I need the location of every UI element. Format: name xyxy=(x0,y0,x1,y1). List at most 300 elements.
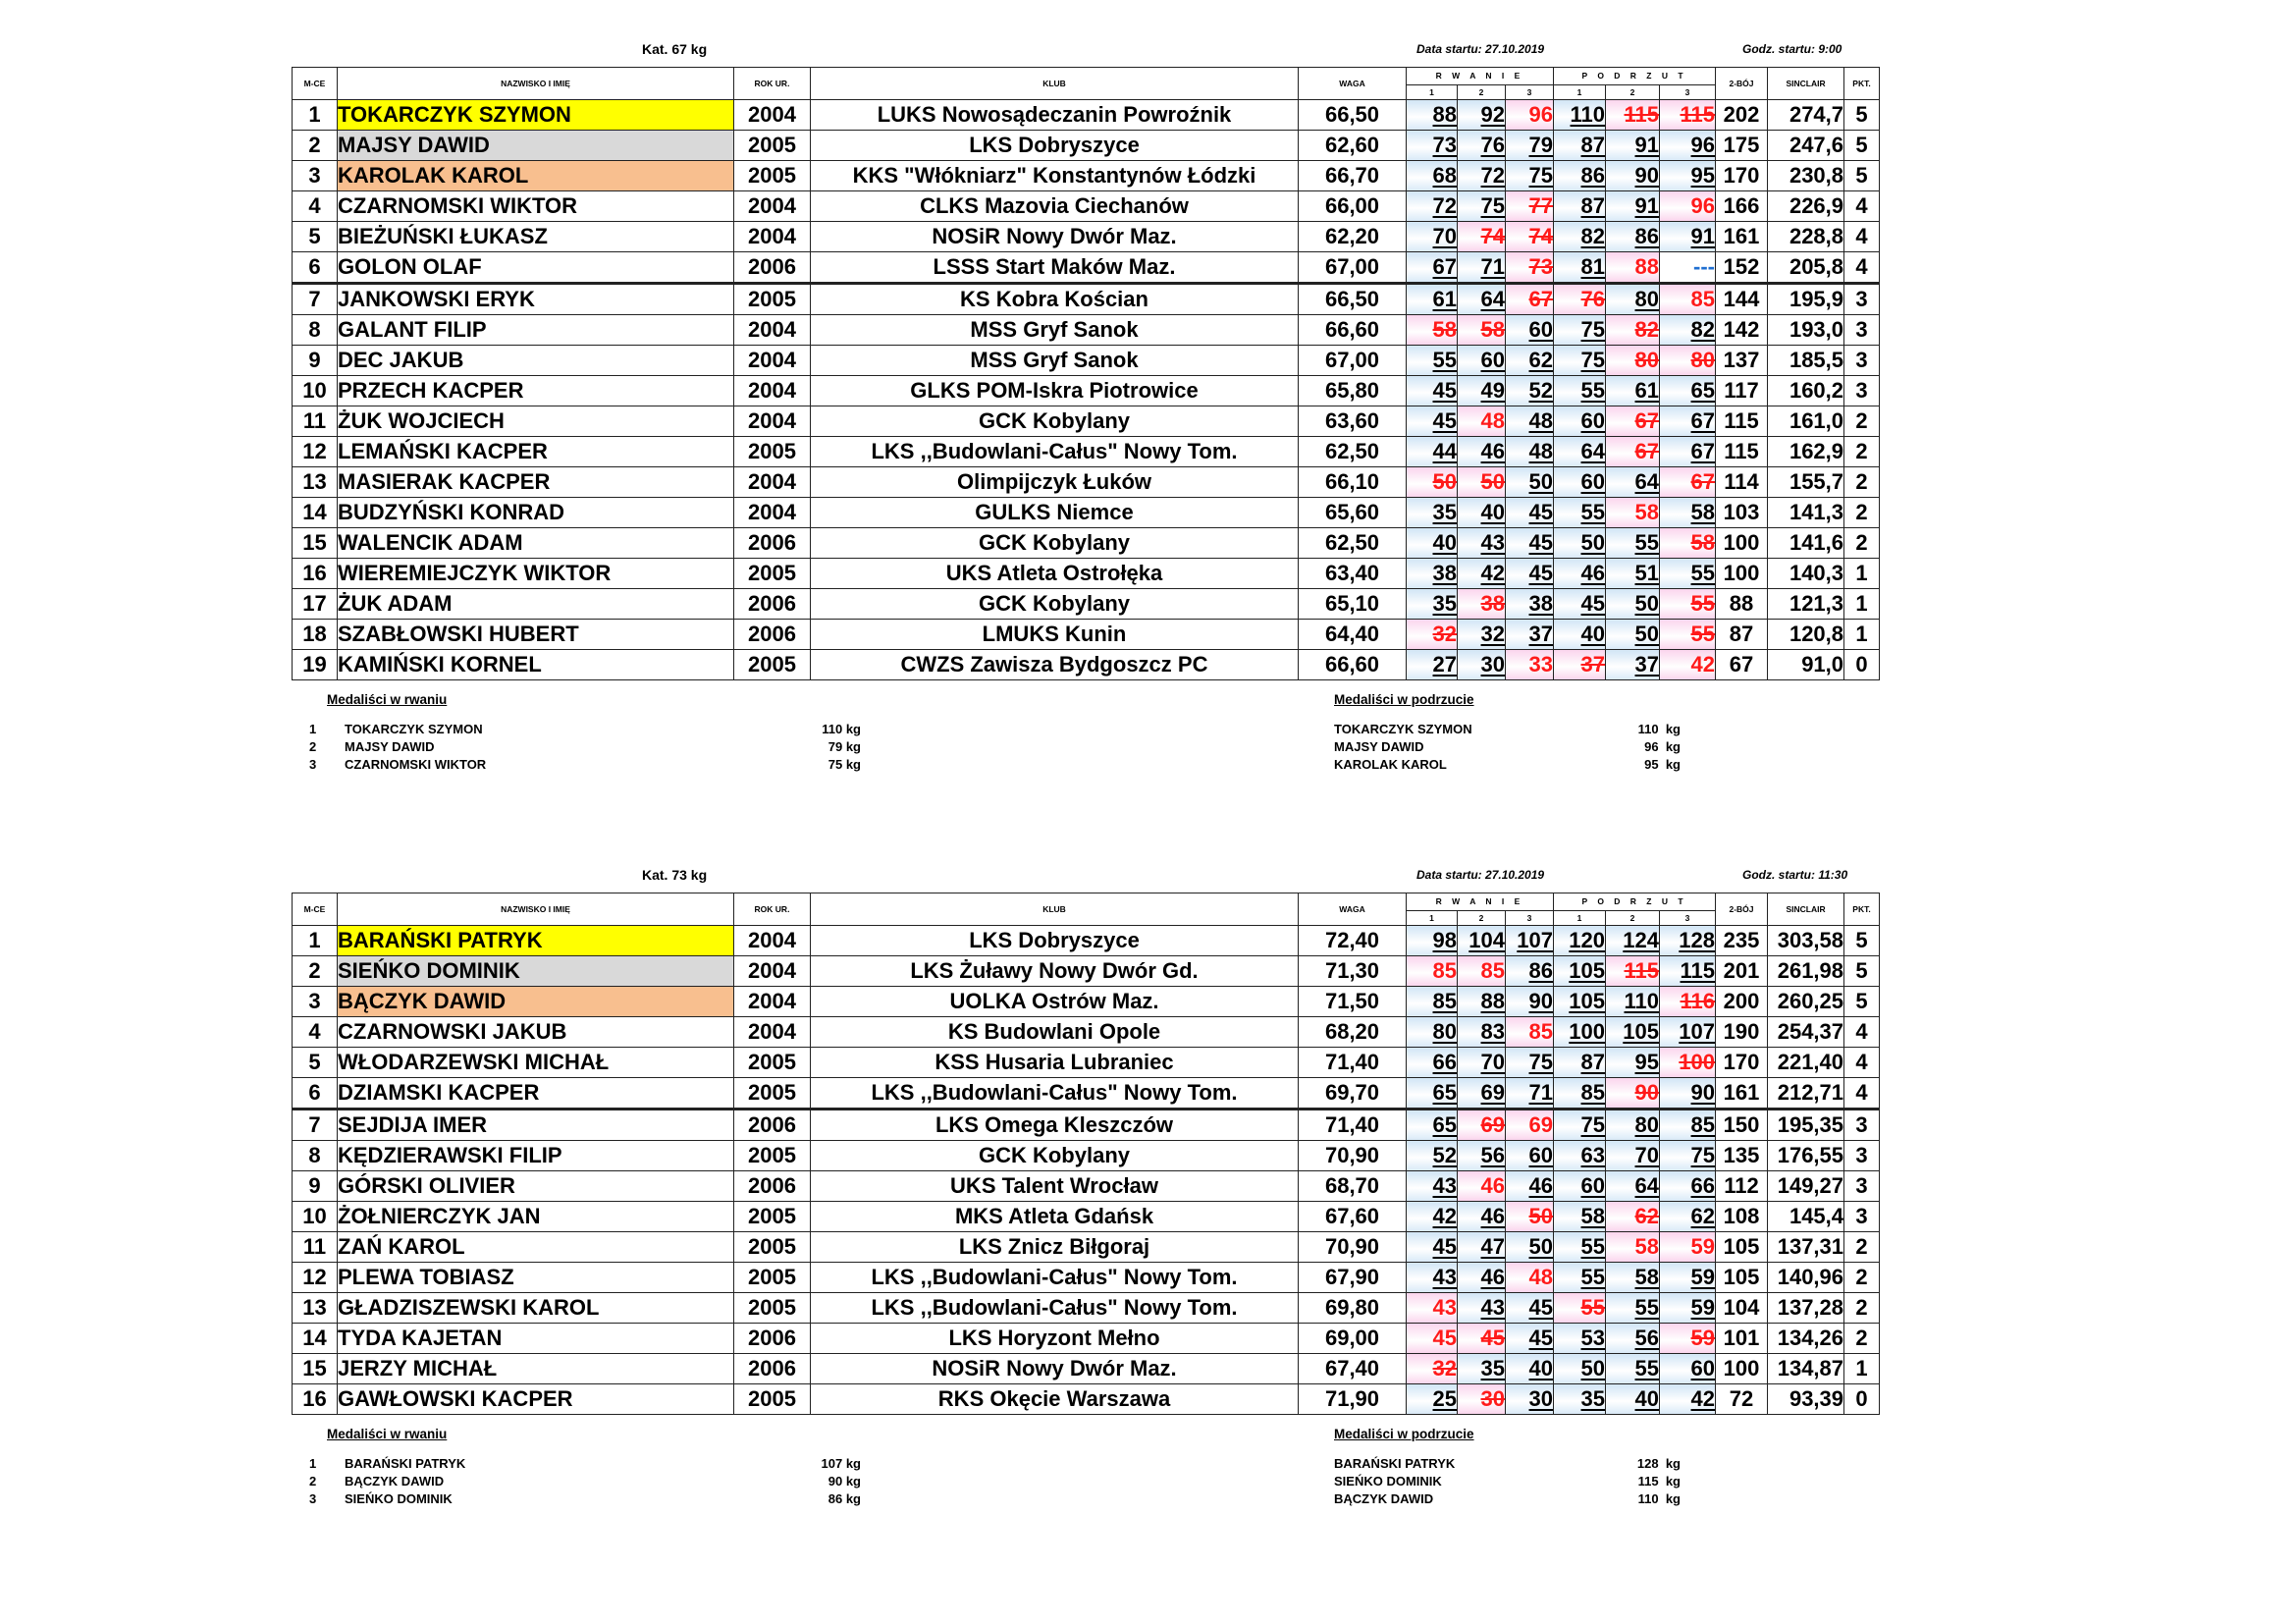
cj-attempt-2 xyxy=(1606,1171,1660,1202)
club-name: LKS Znicz Biłgoraj xyxy=(811,1232,1299,1263)
snatch-attempt-1 xyxy=(1407,498,1458,528)
cj-attempt-2 xyxy=(1606,284,1660,315)
snatch-attempt-3 xyxy=(1506,1354,1554,1384)
attempt-value: 51 xyxy=(1634,561,1659,585)
sinclair-cell: 141,3 xyxy=(1768,498,1844,528)
cj-attempt-1 xyxy=(1554,1017,1606,1048)
cj-medalist-name: BĄCZYK DAWID xyxy=(1334,1491,1434,1506)
attempt-value: 67 xyxy=(1634,408,1659,433)
attempt-value: 48 xyxy=(1528,408,1553,433)
birth-year: 2004 xyxy=(734,987,811,1017)
table-row xyxy=(293,376,1880,406)
attempt-value: 91 xyxy=(1634,133,1659,157)
attempt-value: 46 xyxy=(1480,1265,1505,1289)
attempt-value: 43 xyxy=(1480,1295,1505,1320)
cj-attempt-3 xyxy=(1660,559,1716,589)
sinclair-cell: 212,71 xyxy=(1768,1078,1844,1110)
header-snatch-3: 3 xyxy=(1506,84,1554,99)
table-row xyxy=(293,1384,1880,1415)
cj-attempt-3 xyxy=(1660,376,1716,406)
snatch-attempt-2 xyxy=(1458,987,1506,1017)
total-cell: 152 xyxy=(1716,252,1768,284)
snatch-attempt-1 xyxy=(1407,284,1458,315)
table-header xyxy=(293,68,1880,100)
snatch-attempt-2 xyxy=(1458,437,1506,467)
club-name: LKS Żuławy Nowy Dwór Gd. xyxy=(811,956,1299,987)
total-cell: 100 xyxy=(1716,559,1768,589)
total-cell: 144 xyxy=(1716,284,1768,315)
attempt-value: 105 xyxy=(1569,958,1605,983)
attempt-value: 45 xyxy=(1432,408,1457,433)
attempt-value: 80 xyxy=(1634,348,1659,372)
total-cell: 72 xyxy=(1716,1384,1768,1415)
attempt-value: 42 xyxy=(1480,561,1505,585)
sinclair-cell: 230,8 xyxy=(1768,161,1844,191)
cj-attempt-2 xyxy=(1606,987,1660,1017)
header-weight: WAGA xyxy=(1299,68,1407,100)
attempt-value: 40 xyxy=(1480,500,1505,524)
cj-medalists-title: Medaliści w podrzucie xyxy=(1334,1427,1474,1441)
attempt-value: 38 xyxy=(1432,561,1457,585)
total-cell: 67 xyxy=(1716,650,1768,680)
snatch-attempt-3 xyxy=(1506,222,1554,252)
attempt-value: 55 xyxy=(1432,348,1457,372)
header-clean-jerk: P O D R Z U T xyxy=(1554,893,1716,911)
snatch-attempt-3 xyxy=(1506,528,1554,559)
table-row xyxy=(293,191,1880,222)
cj-attempt-3 xyxy=(1660,315,1716,346)
cj-attempt-3 xyxy=(1660,406,1716,437)
athlete-name: DZIAMSKI KACPER xyxy=(338,1078,734,1110)
cj-attempt-1 xyxy=(1554,346,1606,376)
birth-year: 2006 xyxy=(734,1110,811,1141)
cj-attempt-1 xyxy=(1554,1202,1606,1232)
body-weight: 66,70 xyxy=(1299,161,1407,191)
place-cell: 3 xyxy=(293,161,338,191)
attempt-value: 55 xyxy=(1580,1295,1605,1320)
birth-year: 2004 xyxy=(734,926,811,956)
points-cell: 4 xyxy=(1844,252,1880,284)
place-cell: 16 xyxy=(293,1384,338,1415)
attempt-value: 60 xyxy=(1580,1173,1605,1198)
place-cell: 4 xyxy=(293,191,338,222)
birth-year: 2004 xyxy=(734,315,811,346)
club-name: LKS ,,Budowlani-Całus" Nowy Tom. xyxy=(811,1293,1299,1324)
snatch-attempt-3 xyxy=(1506,1048,1554,1078)
birth-year: 2005 xyxy=(734,1141,811,1171)
cj-medalist-weight: 96 kg xyxy=(1644,739,1681,754)
cj-attempt-2 xyxy=(1606,1324,1660,1354)
attempt-value: 45 xyxy=(1528,1326,1553,1350)
club-name: LKS Horyzont Mełno xyxy=(811,1324,1299,1354)
snatch-attempt-2 xyxy=(1458,1017,1506,1048)
attempt-value: 62 xyxy=(1528,348,1553,372)
cj-attempt-2 xyxy=(1606,559,1660,589)
cj-attempt-3 xyxy=(1660,956,1716,987)
snatch-attempt-2 xyxy=(1458,467,1506,498)
attempt-value: 58 xyxy=(1690,530,1716,555)
attempt-value: 58 xyxy=(1580,1204,1605,1228)
place-cell: 13 xyxy=(293,1293,338,1324)
club-name: LKS Dobryszyce xyxy=(811,131,1299,161)
table-row xyxy=(293,346,1880,376)
snatch-attempt-2 xyxy=(1458,315,1506,346)
points-cell: 4 xyxy=(1844,1048,1880,1078)
table-row xyxy=(293,1232,1880,1263)
total-cell: 115 xyxy=(1716,437,1768,467)
total-cell: 170 xyxy=(1716,161,1768,191)
snatch-attempt-3 xyxy=(1506,252,1554,284)
club-name: LKS ,,Budowlani-Całus" Nowy Tom. xyxy=(811,437,1299,467)
total-cell: 105 xyxy=(1716,1263,1768,1293)
snatch-medalist-name: MAJSY DAWID xyxy=(345,739,435,754)
athlete-name: BARAŃSKI PATRYK xyxy=(338,926,734,956)
points-cell: 2 xyxy=(1844,1263,1880,1293)
attempt-value: 70 xyxy=(1480,1050,1505,1074)
birth-year: 2006 xyxy=(734,252,811,284)
attempt-value: 50 xyxy=(1528,1234,1553,1259)
cj-attempt-2 xyxy=(1606,437,1660,467)
cj-attempt-3 xyxy=(1660,1110,1716,1141)
attempt-value: 66 xyxy=(1690,1173,1716,1198)
total-cell: 114 xyxy=(1716,467,1768,498)
sinclair-cell: 260,25 xyxy=(1768,987,1844,1017)
table-row xyxy=(293,1171,1880,1202)
snatch-attempt-1 xyxy=(1407,1232,1458,1263)
birth-year: 2006 xyxy=(734,528,811,559)
total-cell: 137 xyxy=(1716,346,1768,376)
snatch-attempt-1 xyxy=(1407,589,1458,620)
attempt-value: 60 xyxy=(1528,1143,1553,1167)
cj-attempt-3 xyxy=(1660,1324,1716,1354)
place-cell: 9 xyxy=(293,346,338,376)
cj-attempt-2 xyxy=(1606,315,1660,346)
total-cell: 150 xyxy=(1716,1110,1768,1141)
header-name: NAZWISKO I IMIĘ xyxy=(338,68,734,100)
birth-year: 2006 xyxy=(734,1171,811,1202)
header-snatch: R W A N I E xyxy=(1407,893,1554,911)
header-total: 2-BÓJ xyxy=(1716,68,1768,100)
header-cj-2: 2 xyxy=(1606,910,1660,925)
attempt-value: 71 xyxy=(1528,1080,1553,1105)
attempt-value: 32 xyxy=(1480,622,1505,646)
attempt-value: 35 xyxy=(1480,1356,1505,1380)
table-row xyxy=(293,406,1880,437)
body-weight: 66,10 xyxy=(1299,467,1407,498)
snatch-attempt-2 xyxy=(1458,376,1506,406)
cj-attempt-3 xyxy=(1660,437,1716,467)
table-row xyxy=(293,559,1880,589)
attempt-value: 52 xyxy=(1528,378,1553,403)
athlete-name: KĘDZIERAWSKI FILIP xyxy=(338,1141,734,1171)
cj-attempt-1 xyxy=(1554,1324,1606,1354)
attempt-value: 48 xyxy=(1528,439,1553,463)
points-cell: 2 xyxy=(1844,1324,1880,1354)
birth-year: 2005 xyxy=(734,1202,811,1232)
attempt-value: 35 xyxy=(1580,1386,1605,1411)
total-cell: 105 xyxy=(1716,1232,1768,1263)
place-cell: 5 xyxy=(293,1048,338,1078)
athlete-name: PRZECH KACPER xyxy=(338,376,734,406)
cj-medalist-name: BARAŃSKI PATRYK xyxy=(1334,1456,1456,1471)
place-cell: 6 xyxy=(293,252,338,284)
body-weight: 70,90 xyxy=(1299,1141,1407,1171)
snatch-medalists-title: Medaliści w rwaniu xyxy=(327,1427,448,1441)
place-cell: 2 xyxy=(293,956,338,987)
cj-medalists-title: Medaliści w podrzucie xyxy=(1334,692,1474,707)
birth-year: 2005 xyxy=(734,131,811,161)
cj-attempt-2 xyxy=(1606,498,1660,528)
attempt-value: 86 xyxy=(1580,163,1605,188)
body-weight: 65,10 xyxy=(1299,589,1407,620)
snatch-attempt-2 xyxy=(1458,1293,1506,1324)
attempt-value: 71 xyxy=(1480,254,1505,279)
attempt-value: 35 xyxy=(1432,500,1457,524)
snatch-attempt-1 xyxy=(1407,1293,1458,1324)
results-table xyxy=(292,67,1880,680)
cj-medalist-weight: 110 kg xyxy=(1637,722,1681,736)
birth-year: 2005 xyxy=(734,1048,811,1078)
snatch-attempt-1 xyxy=(1407,406,1458,437)
attempt-value: 27 xyxy=(1432,652,1457,677)
snatch-attempt-2 xyxy=(1458,1141,1506,1171)
birth-year: 2004 xyxy=(734,467,811,498)
place-cell: 16 xyxy=(293,559,338,589)
attempt-value: 115 xyxy=(1680,102,1716,127)
cj-attempt-1 xyxy=(1554,437,1606,467)
birth-year: 2004 xyxy=(734,346,811,376)
table-row xyxy=(293,589,1880,620)
category-meta xyxy=(292,33,1879,67)
snatch-attempt-2 xyxy=(1458,1354,1506,1384)
cj-attempt-1 xyxy=(1554,1048,1606,1078)
cj-attempt-2 xyxy=(1606,1141,1660,1171)
club-name: LSSS Start Maków Maz. xyxy=(811,252,1299,284)
attempt-value: 53 xyxy=(1580,1326,1605,1350)
attempt-value: 58 xyxy=(1634,500,1659,524)
table-row xyxy=(293,252,1880,284)
body-weight: 69,00 xyxy=(1299,1324,1407,1354)
attempt-value: 65 xyxy=(1432,1080,1457,1105)
medalists xyxy=(292,680,1879,788)
snatch-attempt-2 xyxy=(1458,559,1506,589)
header-snatch-1: 1 xyxy=(1407,84,1458,99)
cj-attempt-2 xyxy=(1606,346,1660,376)
body-weight: 67,00 xyxy=(1299,346,1407,376)
body-weight: 69,80 xyxy=(1299,1293,1407,1324)
attempt-value: 43 xyxy=(1432,1295,1457,1320)
athlete-name: KAMIŃSKI KORNEL xyxy=(338,650,734,680)
attempt-value: 58 xyxy=(1634,1234,1659,1259)
cj-attempt-2 xyxy=(1606,589,1660,620)
athlete-name: GAWŁOWSKI KACPER xyxy=(338,1384,734,1415)
start-time: Godz. startu: 11:30 xyxy=(1742,868,1848,882)
attempt-value: 96 xyxy=(1528,102,1553,127)
athlete-name: SZABŁOWSKI HUBERT xyxy=(338,620,734,650)
cj-attempt-2 xyxy=(1606,956,1660,987)
points-cell: 1 xyxy=(1844,1354,1880,1384)
snatch-medalist-name: SIEŃKO DOMINIK xyxy=(345,1491,453,1506)
athlete-name: WALENCIK ADAM xyxy=(338,528,734,559)
attempt-value: 59 xyxy=(1690,1234,1716,1259)
athlete-name: MASIERAK KACPER xyxy=(338,467,734,498)
header-mce: M-CE xyxy=(293,893,338,926)
attempt-value: 67 xyxy=(1634,439,1659,463)
snatch-attempt-3 xyxy=(1506,559,1554,589)
snatch-attempt-3 xyxy=(1506,987,1554,1017)
attempt-value: 46 xyxy=(1480,439,1505,463)
header-cj-3: 3 xyxy=(1660,84,1716,99)
birth-year: 2004 xyxy=(734,222,811,252)
body-weight: 66,00 xyxy=(1299,191,1407,222)
athlete-name: CZARNOMSKI WIKTOR xyxy=(338,191,734,222)
club-name: NOSiR Nowy Dwór Maz. xyxy=(811,222,1299,252)
cj-attempt-3 xyxy=(1660,1171,1716,1202)
club-name: UKS Talent Wrocław xyxy=(811,1171,1299,1202)
attempt-value: 116 xyxy=(1680,989,1716,1013)
snatch-attempt-2 xyxy=(1458,222,1506,252)
table-body xyxy=(293,926,1880,1415)
body-weight: 71,40 xyxy=(1299,1110,1407,1141)
attempt-value: 62 xyxy=(1690,1204,1716,1228)
sinclair-cell: 221,40 xyxy=(1768,1048,1844,1078)
total-cell: 170 xyxy=(1716,1048,1768,1078)
total-cell: 88 xyxy=(1716,589,1768,620)
sinclair-cell: 176,55 xyxy=(1768,1141,1844,1171)
cj-attempt-2 xyxy=(1606,1354,1660,1384)
cj-attempt-3 xyxy=(1660,498,1716,528)
place-cell: 1 xyxy=(293,100,338,131)
table-row xyxy=(293,620,1880,650)
body-weight: 66,60 xyxy=(1299,650,1407,680)
header-snatch-1: 1 xyxy=(1407,910,1458,925)
body-weight: 67,40 xyxy=(1299,1354,1407,1384)
club-name: KS Budowlani Opole xyxy=(811,1017,1299,1048)
snatch-medalist-weight: 86 kg xyxy=(828,1491,861,1506)
snatch-attempt-2 xyxy=(1458,191,1506,222)
snatch-attempt-1 xyxy=(1407,1263,1458,1293)
cj-attempt-3 xyxy=(1660,987,1716,1017)
attempt-value: 58 xyxy=(1432,317,1457,342)
snatch-attempt-1 xyxy=(1407,131,1458,161)
body-weight: 71,40 xyxy=(1299,1048,1407,1078)
attempt-value: 58 xyxy=(1690,500,1716,524)
body-weight: 65,80 xyxy=(1299,376,1407,406)
cj-attempt-2 xyxy=(1606,528,1660,559)
attempt-value: 75 xyxy=(1690,1143,1716,1167)
cj-attempt-1 xyxy=(1554,376,1606,406)
cj-attempt-1 xyxy=(1554,498,1606,528)
attempt-value: 58 xyxy=(1480,317,1505,342)
attempt-value: 110 xyxy=(1570,102,1605,127)
snatch-attempt-3 xyxy=(1506,589,1554,620)
attempt-value: 43 xyxy=(1432,1173,1457,1198)
birth-year: 2004 xyxy=(734,1017,811,1048)
cj-attempt-1 xyxy=(1554,1263,1606,1293)
snatch-attempt-1 xyxy=(1407,161,1458,191)
cj-attempt-2 xyxy=(1606,222,1660,252)
table-row xyxy=(293,1048,1880,1078)
cj-attempt-2 xyxy=(1606,1078,1660,1110)
total-cell: 135 xyxy=(1716,1141,1768,1171)
cj-attempt-2 xyxy=(1606,1384,1660,1415)
snatch-attempt-3 xyxy=(1506,620,1554,650)
snatch-attempt-3 xyxy=(1506,1384,1554,1415)
points-cell: 5 xyxy=(1844,956,1880,987)
cj-attempt-3 xyxy=(1660,100,1716,131)
snatch-attempt-2 xyxy=(1458,528,1506,559)
snatch-attempt-3 xyxy=(1506,926,1554,956)
snatch-attempt-3 xyxy=(1506,191,1554,222)
total-cell: 201 xyxy=(1716,956,1768,987)
attempt-value: 45 xyxy=(1432,378,1457,403)
cj-attempt-1 xyxy=(1554,252,1606,284)
total-cell: 202 xyxy=(1716,100,1768,131)
cj-attempt-3 xyxy=(1660,131,1716,161)
attempt-value: 62 xyxy=(1634,1204,1659,1228)
snatch-medalists-title: Medaliści w rwaniu xyxy=(327,692,448,707)
attempt-value: 50 xyxy=(1634,622,1659,646)
snatch-attempt-1 xyxy=(1407,1110,1458,1141)
attempt-value: 70 xyxy=(1634,1143,1659,1167)
attempt-value: 67 xyxy=(1432,254,1457,279)
attempt-value: --- xyxy=(1693,254,1716,279)
start-date: Data startu: 27.10.2019 xyxy=(1416,42,1545,56)
snatch-medalist-name: BĄCZYK DAWID xyxy=(345,1474,445,1489)
place-cell: 14 xyxy=(293,1324,338,1354)
attempt-value: 45 xyxy=(1432,1326,1457,1350)
cj-attempt-1 xyxy=(1554,528,1606,559)
table-row xyxy=(293,161,1880,191)
birth-year: 2005 xyxy=(734,559,811,589)
attempt-value: 42 xyxy=(1690,652,1716,677)
points-cell: 3 xyxy=(1844,284,1880,315)
table-row xyxy=(293,100,1880,131)
place-cell: 15 xyxy=(293,528,338,559)
attempt-value: 110 xyxy=(1624,989,1659,1013)
attempt-value: 59 xyxy=(1690,1265,1716,1289)
points-cell: 3 xyxy=(1844,376,1880,406)
snatch-attempt-3 xyxy=(1506,1263,1554,1293)
place-cell: 10 xyxy=(293,376,338,406)
attempt-value: 69 xyxy=(1480,1080,1505,1105)
cj-attempt-1 xyxy=(1554,1110,1606,1141)
snatch-attempt-1 xyxy=(1407,191,1458,222)
sinclair-cell: 141,6 xyxy=(1768,528,1844,559)
attempt-value: 67 xyxy=(1528,287,1553,311)
athlete-name: PLEWA TOBIASZ xyxy=(338,1263,734,1293)
snatch-attempt-3 xyxy=(1506,131,1554,161)
points-cell: 2 xyxy=(1844,498,1880,528)
snatch-attempt-1 xyxy=(1407,559,1458,589)
header-snatch-2: 2 xyxy=(1458,910,1506,925)
club-name: UOLKA Ostrów Maz. xyxy=(811,987,1299,1017)
medalists xyxy=(292,1415,1879,1523)
total-cell: 115 xyxy=(1716,406,1768,437)
table-row xyxy=(293,222,1880,252)
place-cell: 4 xyxy=(293,1017,338,1048)
attempt-value: 107 xyxy=(1679,1019,1716,1044)
athlete-name: ZAŃ KAROL xyxy=(338,1232,734,1263)
cj-attempt-3 xyxy=(1660,1202,1716,1232)
table-row xyxy=(293,1202,1880,1232)
total-cell: 112 xyxy=(1716,1171,1768,1202)
header-total: 2-BÓJ xyxy=(1716,893,1768,926)
total-cell: 166 xyxy=(1716,191,1768,222)
snatch-attempt-3 xyxy=(1506,1171,1554,1202)
sinclair-cell: 120,8 xyxy=(1768,620,1844,650)
snatch-attempt-1 xyxy=(1407,1324,1458,1354)
